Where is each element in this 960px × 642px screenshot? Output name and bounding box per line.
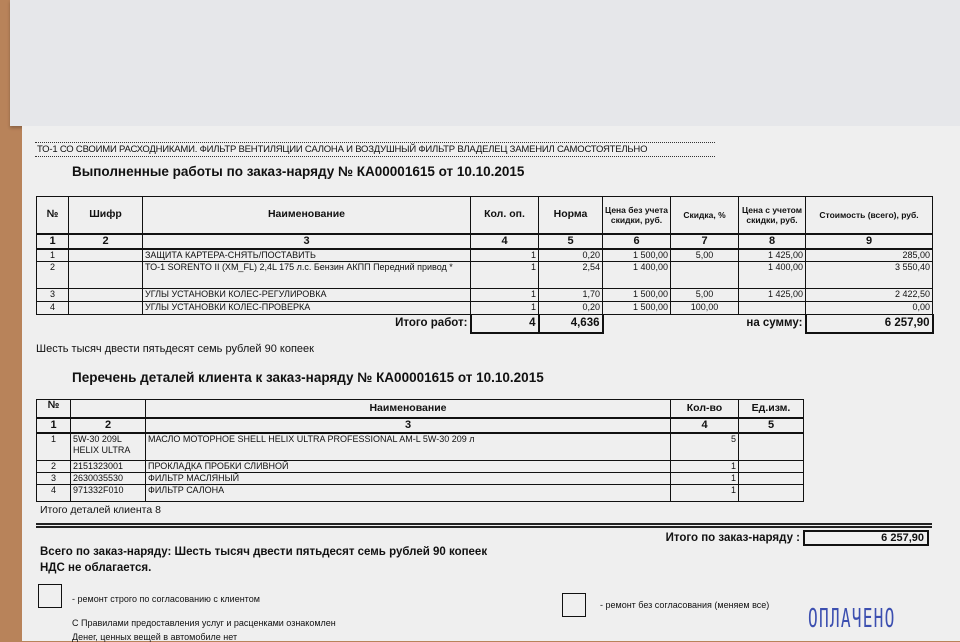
cell-total: 3 550,40 <box>806 262 933 289</box>
col-number: 5 <box>539 234 603 249</box>
col-header: Стоимость (всего), руб. <box>806 197 933 234</box>
column-number-row <box>37 418 804 433</box>
cell-price_disc: 1 400,00 <box>739 262 806 289</box>
vat-note: НДС не облагается. <box>40 562 152 574</box>
cell-code: 971332F010 <box>71 485 146 502</box>
cell-name: ФИЛЬТР МАСЛЯНЫЙ <box>146 473 671 485</box>
no-agreement-repair-checkbox[interactable] <box>562 593 586 617</box>
cell-qty: 1 <box>471 249 539 262</box>
divider <box>36 523 932 528</box>
works-title: Выполненные работы по заказ-наряду № КА00001615 от 10.10.2015 <box>72 164 525 179</box>
col-header: Наименование <box>146 400 671 418</box>
cell-price: 1 500,00 <box>603 249 671 262</box>
valuables-note: Денег, ценных вещей в автомобиле нет <box>72 632 238 642</box>
cell-discount <box>671 262 739 289</box>
cell-unit <box>739 485 804 502</box>
col-number: 9 <box>806 234 933 249</box>
cell-qty: 1 <box>471 289 539 302</box>
works-table-row <box>37 262 933 289</box>
col-number: 1 <box>37 234 69 249</box>
col-number: 4 <box>471 234 539 249</box>
cell-code <box>69 302 143 315</box>
cell-unit <box>739 461 804 473</box>
cell-discount: 100,00 <box>671 302 739 315</box>
works-sum: 6 257,90 <box>806 315 933 333</box>
cell-code <box>69 289 143 302</box>
cell-norm: 1,70 <box>539 289 603 302</box>
cell-code <box>69 262 143 289</box>
cell-name: ТО-1 SORENTO II (XM_FL) 2,4L 175 л.с. Бензин АКПП Передний привод * <box>143 262 471 289</box>
col-header: Норма <box>539 197 603 234</box>
works-sum-words: Шесть тысяч двести пятьдесят семь рублей 90 копеек <box>36 343 314 355</box>
works-table-row <box>37 302 933 315</box>
col-header: Ед.изм. <box>739 400 804 418</box>
parts-table-row <box>37 461 804 473</box>
cell-n: 3 <box>37 473 71 485</box>
cell-price_disc: 1 425,00 <box>739 289 806 302</box>
cell-norm: 0,20 <box>539 249 603 262</box>
col-number: 2 <box>69 234 143 249</box>
cell-n: 3 <box>37 289 69 302</box>
rules-acknowledgement: С Правилами предоставления услуг и расценками ознакомлен <box>72 618 336 628</box>
col-number: 2 <box>71 418 146 433</box>
cell-code: 2151323001 <box>71 461 146 473</box>
order-total-label: Итого по заказ-наряду : <box>665 532 800 544</box>
cell-total: 2 422,50 <box>806 289 933 302</box>
cell-qty: 5 <box>671 433 739 461</box>
parts-total: Итого деталей клиента 8 <box>40 504 161 516</box>
col-number: 8 <box>739 234 806 249</box>
works-total-label: Итого работ: <box>395 317 468 329</box>
works-total-row <box>37 315 933 333</box>
col-header: Скидка, % <box>671 197 739 234</box>
col-number: 5 <box>739 418 804 433</box>
parts-title: Перечень деталей клиента к заказ-наряду № КА00001615 от 10.10.2015 <box>72 370 544 385</box>
cell-discount: 5,00 <box>671 249 739 262</box>
cell-code: 5W-30 209L HELIX ULTRA <box>71 433 146 461</box>
cell-code <box>69 249 143 262</box>
cell-name: ПРОКЛАДКА ПРОБКИ СЛИВНОЙ <box>146 461 671 473</box>
parts-table-row <box>37 433 804 461</box>
cell-n: 1 <box>37 249 69 262</box>
col-number: 7 <box>671 234 739 249</box>
cell-norm: 0,20 <box>539 302 603 315</box>
col-header: Кол-во <box>671 400 739 418</box>
col-number: 3 <box>146 418 671 433</box>
cell-name: ЗАЩИТА КАРТЕРА-СНЯТЬ/ПОСТАВИТЬ <box>143 249 471 262</box>
top-paper-sheet <box>10 0 960 126</box>
cell-n: 2 <box>37 461 71 473</box>
col-header: Кол. оп. <box>471 197 539 234</box>
cell-qty: 1 <box>671 485 739 502</box>
cell-code: 2630035530 <box>71 473 146 485</box>
col-header: Цена с учетом скидки, руб. <box>739 197 806 234</box>
col-header: Шифр <box>69 197 143 234</box>
works-header-row <box>37 197 933 234</box>
cell-unit <box>739 473 804 485</box>
works-total-norm: 4,636 <box>539 315 603 333</box>
col-number: 1 <box>37 418 71 433</box>
works-sum-label: на сумму: <box>746 317 803 329</box>
cell-discount: 5,00 <box>671 289 739 302</box>
col-header: Наименование <box>143 197 471 234</box>
cell-price_disc <box>739 302 806 315</box>
cell-total: 0,00 <box>806 302 933 315</box>
parts-table-row <box>37 473 804 485</box>
paid-stamp: ОПЛАЧЕНО <box>808 604 896 634</box>
parts-table-row <box>37 485 804 502</box>
cell-qty: 1 <box>671 473 739 485</box>
column-number-row <box>37 234 933 249</box>
col-number: 4 <box>671 418 739 433</box>
cell-qty: 1 <box>471 302 539 315</box>
col-header <box>71 400 146 418</box>
cell-unit <box>739 433 804 461</box>
total-words: Всего по заказ-наряду: Шесть тысяч двести пятьдесят семь рублей 90 копеек <box>40 546 488 558</box>
cell-total: 285,00 <box>806 249 933 262</box>
cell-name: УГЛЫ УСТАНОВКИ КОЛЕС-РЕГУЛИРОВКА <box>143 289 471 302</box>
works-table-row <box>37 289 933 302</box>
cell-price: 1 500,00 <box>603 289 671 302</box>
parts-table <box>36 399 804 502</box>
agreed-repair-checkbox[interactable] <box>38 584 62 608</box>
col-number: 3 <box>143 234 471 249</box>
cell-price_disc: 1 425,00 <box>739 249 806 262</box>
cell-n: 4 <box>37 485 71 502</box>
cell-qty: 1 <box>471 262 539 289</box>
order-total-value: 6 257,90 <box>803 530 929 546</box>
works-table-row <box>37 249 933 262</box>
cell-n: 2 <box>37 262 69 289</box>
cell-n: 1 <box>37 433 71 461</box>
no-agreement-repair-label: - ремонт без согласования (меняем все) <box>600 600 770 610</box>
col-number: 6 <box>603 234 671 249</box>
cell-name: МАСЛО МОТОРНОЕ SHELL HELIX ULTRA PROFESSIONAL AM-L 5W-30 209 л <box>146 433 671 461</box>
order-note: ТО-1 СО СВОИМИ РАСХОДНИКАМИ. ФИЛЬТР ВЕНТИЛЯЦИИ САЛОНА И ВОЗДУШНЫЙ ФИЛЬТР ВЛАДЕЛЕЦ ЗАМЕНИЛ САМОСТОЯТЕЛЬНО <box>35 142 715 157</box>
col-header: № <box>37 197 69 234</box>
col-header: № <box>37 400 71 418</box>
cell-price: 1 400,00 <box>603 262 671 289</box>
works-total-qty: 4 <box>471 315 539 333</box>
col-header: Цена без учета скидки, руб. <box>603 197 671 234</box>
cell-qty: 1 <box>671 461 739 473</box>
cell-price: 1 500,00 <box>603 302 671 315</box>
works-table <box>36 196 934 334</box>
cell-name: УГЛЫ УСТАНОВКИ КОЛЕС-ПРОВЕРКА <box>143 302 471 315</box>
agreed-repair-label: - ремонт строго по согласованию с клиентом <box>72 594 260 604</box>
cell-norm: 2,54 <box>539 262 603 289</box>
parts-header-row <box>37 400 804 418</box>
cell-n: 4 <box>37 302 69 315</box>
order-document <box>22 126 960 641</box>
cell-name: ФИЛЬТР САЛОНА <box>146 485 671 502</box>
